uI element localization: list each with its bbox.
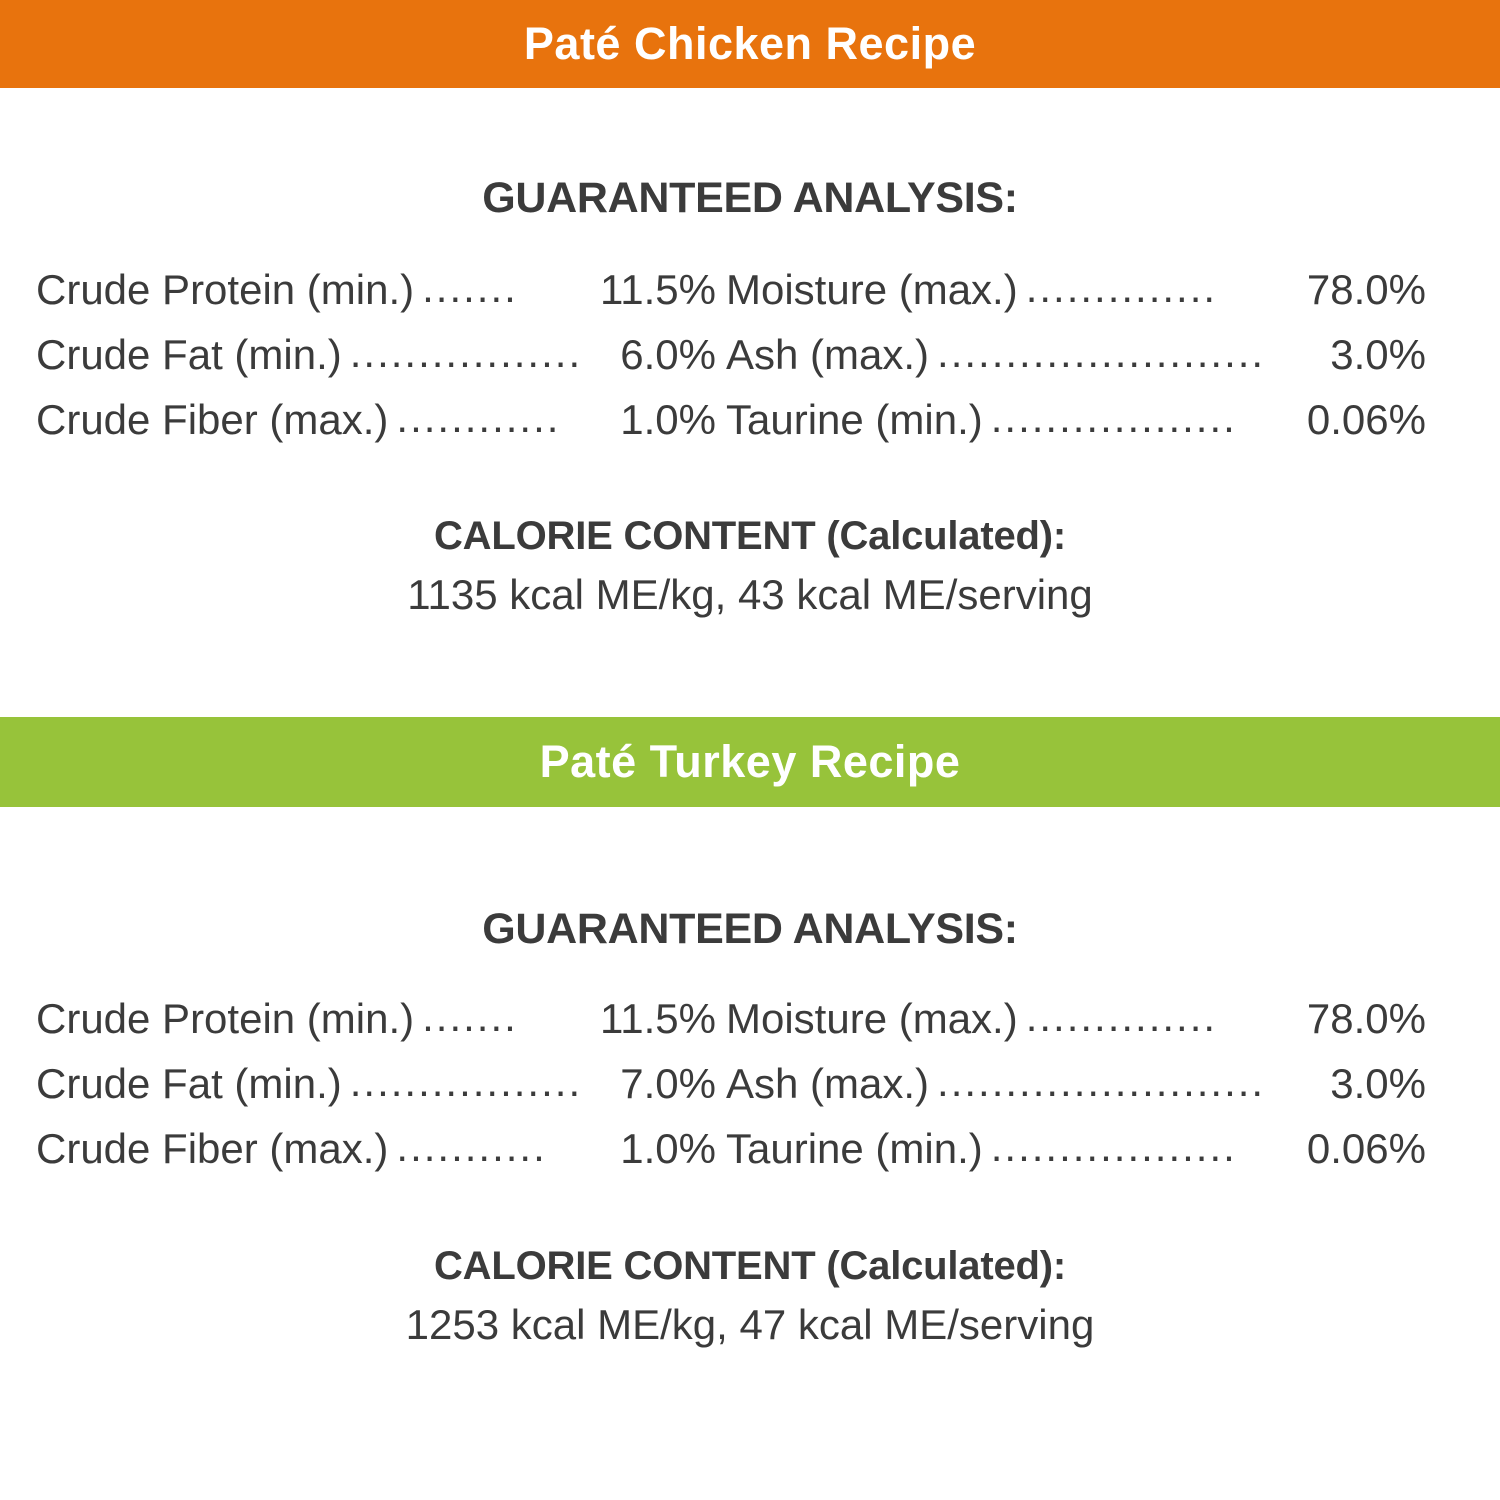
turkey-guaranteed-analysis-heading: GUARANTEED ANALYSIS: [482, 905, 1018, 954]
chicken-calorie-content-heading: CALORIE CONTENT (Calculated): [434, 514, 1066, 559]
leader-dots: ........................ [937, 329, 1266, 377]
leader-dots: .............. [1025, 993, 1218, 1041]
analysis-label: Ash (max.) [726, 1060, 930, 1108]
leader-dots: ................. [349, 1058, 583, 1106]
turkey-analysis-rows [36, 986, 1464, 1181]
chicken-recipe-banner: Paté Chicken Recipe [0, 0, 1500, 88]
analysis-value: 11.5% [600, 266, 716, 313]
analysis-value: 78.0% [1306, 266, 1426, 313]
leader-dots: ........................ [937, 1058, 1266, 1106]
analysis-label: Crude Fat (min.) [36, 1060, 342, 1108]
leader-dots: ............ [396, 394, 561, 442]
chicken-guaranteed-analysis-heading: GUARANTEED ANALYSIS: [482, 174, 1018, 222]
analysis-cell [726, 387, 1426, 452]
table-row [36, 1051, 1464, 1116]
analysis-cell [726, 1116, 1426, 1181]
table-row [36, 986, 1464, 1051]
analysis-label: Taurine (min.) [726, 396, 983, 444]
analysis-value: 6.0% [620, 331, 716, 379]
analysis-cell [36, 1116, 726, 1181]
analysis-cell [726, 257, 1426, 322]
chicken-analysis-rows [36, 257, 1464, 452]
analysis-value: 0.06% [1306, 1125, 1426, 1173]
analysis-label: Taurine (min.) [726, 1125, 983, 1173]
turkey-calorie-content-heading: CALORIE CONTENT (Calculated): [434, 1243, 1066, 1288]
analysis-label: Crude Fiber (max.) [36, 396, 389, 444]
analysis-cell [726, 322, 1426, 387]
analysis-value: 3.0% [1330, 331, 1426, 379]
analysis-cell [726, 1051, 1426, 1116]
table-row [36, 257, 1464, 322]
chicken-calorie-content-value: 1135 kcal ME/kg, 43 kcal ME/serving [407, 571, 1093, 619]
turkey-recipe-banner: Paté Turkey Recipe [0, 717, 1500, 807]
analysis-label: Crude Protein (min.) [36, 995, 415, 1043]
leader-dots: ........... [396, 1123, 547, 1171]
analysis-value: 3.0% [1330, 1060, 1426, 1108]
table-row [36, 387, 1464, 452]
chicken-recipe-section [0, 88, 1500, 619]
analysis-label: Moisture (max.) [726, 266, 1018, 313]
analysis-label: Moisture (max.) [726, 995, 1018, 1043]
analysis-value: 0.06% [1306, 396, 1426, 444]
analysis-label: Crude Protein (min.) [36, 266, 415, 313]
leader-dots: ....... [422, 993, 518, 1041]
analysis-cell [36, 986, 726, 1051]
leader-dots: .................. [990, 1123, 1237, 1171]
leader-dots: ................. [349, 329, 583, 377]
analysis-cell [726, 986, 1426, 1051]
analysis-value: 78.0% [1306, 995, 1426, 1043]
leader-dots: .................. [990, 394, 1237, 442]
analysis-cell [36, 1051, 726, 1116]
analysis-label: Crude Fat (min.) [36, 331, 342, 379]
analysis-value: 11.5% [600, 995, 716, 1043]
section-spacer [0, 619, 1500, 717]
leader-dots: ....... [422, 264, 518, 311]
analysis-label: Crude Fiber (max.) [36, 1125, 389, 1173]
leader-dots: .............. [1025, 264, 1218, 311]
analysis-label: Ash (max.) [726, 331, 930, 379]
analysis-cell [36, 322, 726, 387]
table-row [36, 322, 1464, 387]
turkey-recipe-section [0, 807, 1500, 1348]
analysis-value: 1.0% [620, 396, 716, 444]
analysis-cell [36, 387, 726, 452]
analysis-value: 1.0% [620, 1125, 716, 1173]
turkey-calorie-content-value: 1253 kcal ME/kg, 47 kcal ME/serving [405, 1300, 1095, 1348]
analysis-cell [36, 257, 726, 322]
table-row [36, 1116, 1464, 1181]
analysis-value: 7.0% [620, 1060, 716, 1108]
